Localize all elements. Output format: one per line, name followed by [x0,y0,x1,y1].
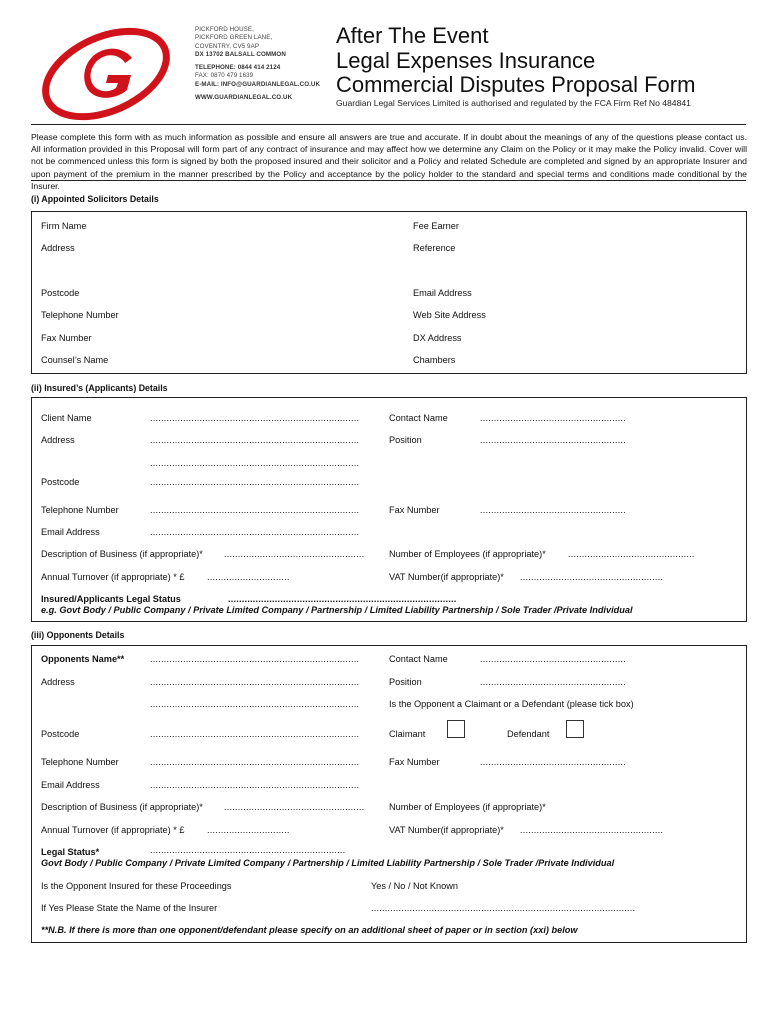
opp-legal-status-options: Govt Body / Public Company / Private Limited Company / Partnership / Limited Liability Partnership / Sole Trader /Private Individual [41,858,615,868]
regulation-note: Guardian Legal Services Limited is authorised and regulated by the FCA Firm Ref No 484841 [336,98,691,108]
legal-status-field[interactable]: ................................................................................... [228,594,457,604]
opp-description-label: Description of Business (if appropriate)* [41,802,203,812]
turnover-label: Annual Turnover (if appropriate) * £ [41,572,185,582]
claimant-label: Claimant [389,729,426,739]
telephone-label: Telephone Number [41,505,119,515]
postcode-label: Postcode [41,288,80,298]
telephone-label: Telephone Number [41,310,119,320]
insured-question: Is the Opponent Insured for these Proceedings [41,881,232,891]
insurer-field[interactable]: ................................................................................................ [371,903,636,913]
fax-field[interactable]: ..................................................... [480,505,626,515]
opp-position-label: Position [389,677,422,687]
address-line-2: PICKFORD GREEN LANE, [195,34,273,42]
title-line-2: Legal Expenses Insurance [336,47,596,73]
opponents-name-field[interactable]: ............................................................................ [150,654,360,664]
section-3-box [31,645,747,943]
opp-telephone-label: Telephone Number [41,757,119,767]
opp-address-field-2[interactable]: ............................................................................ [150,699,360,709]
opp-legal-status-field[interactable]: ....................................................................... [150,845,346,855]
address-line-3: COVENTRY, CV5 9AP [195,42,260,50]
section-2-heading: (ii) Insured’s (Applicants) Details [31,383,168,393]
intro-rule [31,180,746,181]
opp-vat-label: VAT Number(if appropriate)* [389,825,504,835]
position-label: Position [389,435,422,445]
opp-description-field[interactable]: ................................................... [224,802,365,812]
vat-label: VAT Number(if appropriate)* [389,572,504,582]
opp-turnover-field[interactable]: .............................. [207,825,290,835]
address-field-1[interactable]: ............................................................................ [150,435,360,445]
intro-paragraph: Please complete this form with as much information as possible and ensure all answers are true and accurate. If in doubt about the meanings of any of the questions please contact us. All information provided in this Proposal will form part of any contract of insurance and may affect how we determine any Claim on the Policy or it may make the Policy invalid. Cover will not be commenced unless this form is signed by both the proposed insured and their solicitor and a Policy and related Schedule are completed and signed by an appropriate Insurer and upon payment of the premium in the manner prescribed by the Policy and acceptance by the policy holder to the standard and special terms and conditions made conditional by the Insurer. [31,132,747,191]
opp-employees-label: Number of Employees (if appropriate)* [389,802,546,812]
opp-position-field[interactable]: ..................................................... [480,677,626,687]
opp-email-label: Email Address [41,780,100,790]
defendant-label: Defendant [507,729,550,739]
insured-options[interactable]: Yes / No / Not Known [371,881,458,891]
telephone-field[interactable]: ............................................................................ [150,505,360,515]
dx-number: DX 13702 BALSALL COMMON [195,50,286,58]
website-label: Web Site Address [413,310,486,320]
description-label: Description of Business (if appropriate)* [41,549,203,559]
reference-label: Reference [413,243,456,253]
client-name-field[interactable]: ............................................................................ [150,413,360,423]
email-label: Email Address [413,288,472,298]
title-line-1: After The Event [336,23,489,48]
fax: FAX: 0870 479 1639 [195,72,254,80]
opp-postcode-label: Postcode [41,729,80,739]
form-title [336,24,695,98]
header-rule [31,124,746,125]
opp-fax-label: Fax Number [389,757,440,767]
section-1-heading: (i) Appointed Solicitors Details [31,194,159,204]
contact-name-field[interactable]: ..................................................... [480,413,626,423]
insurer-question: If Yes Please State the Name of the Insurer [41,903,218,913]
position-field[interactable]: ..................................................... [480,435,626,445]
address-line-1: PICKFORD HOUSE, [195,26,254,33]
address-label: Address [41,435,75,445]
vat-field[interactable]: .................................................... [520,572,664,582]
section-3-heading: (iii) Opponents Details [31,630,125,640]
counsel-label: Counsel’s Name [41,355,109,365]
fax-label: Fax Number [389,505,440,515]
title-line-3: Commercial Disputes Proposal Form [336,72,696,97]
opp-vat-field[interactable]: .................................................... [520,825,664,835]
opp-telephone-field[interactable]: ............................................................................ [150,757,360,767]
opp-address-label: Address [41,677,75,687]
turnover-field[interactable]: .............................. [207,572,290,582]
postcode-label: Postcode [41,477,80,487]
opp-contact-name-field[interactable]: ..................................................... [480,654,626,664]
legal-status-label: Insured/Applicants Legal Status [41,594,181,604]
postcode-field[interactable]: ............................................................................ [150,477,360,487]
telephone: TELEPHONE: 0844 414 2124 [195,64,281,72]
employees-label: Number of Employees (if appropriate)* [389,549,546,559]
address-label: Address [41,243,75,253]
opp-postcode-field[interactable]: ............................................................................ [150,729,360,739]
claimant-checkbox[interactable] [447,720,465,738]
opponents-name-label: Opponents Name** [41,654,125,664]
email: E-MAIL: INFO@GUARDIANLEGAL.CO.UK [195,80,321,88]
opp-contact-name-label: Contact Name [389,654,448,664]
opp-email-field[interactable]: ............................................................................ [150,780,360,790]
guardian-logo [36,20,176,124]
fax-label: Fax Number [41,333,92,343]
email-label: Email Address [41,527,100,537]
chambers-label: Chambers [413,355,456,365]
opp-legal-status-label: Legal Status* [41,847,100,857]
firm-name-label: Firm Name [41,221,87,231]
opp-fax-field[interactable]: ..................................................... [480,757,626,767]
dx-label: DX Address [413,333,462,343]
opp-address-field-1[interactable]: ............................................................................ [150,677,360,687]
website: WWW.GUARDIANLEGAL.CO.UK [195,94,293,102]
claimant-question: Is the Opponent a Claimant or a Defendant (please tick box) [389,699,634,709]
company-address [195,26,320,102]
employees-field[interactable]: .............................................. [568,549,695,559]
client-name-label: Client Name [41,413,92,423]
email-field[interactable]: ............................................................................ [150,527,360,537]
legal-status-examples: e.g. Govt Body / Public Company / Private Limited Company / Partnership / Limited Liability Partnership / Sole Trader /Private Individual [41,605,633,615]
nb-note: **N.B. If there is more than one opponent/defendant please specify on an additional sheet of paper or in section (xxi) below [41,925,578,935]
fee-earner-label: Fee Earner [413,221,459,231]
section-1-box [31,211,747,374]
opp-turnover-label: Annual Turnover (if appropriate) * £ [41,825,185,835]
defendant-checkbox[interactable] [566,720,584,738]
contact-name-label: Contact Name [389,413,448,423]
address-field-2[interactable]: ............................................................................ [150,458,360,468]
description-field[interactable]: ................................................... [224,549,365,559]
